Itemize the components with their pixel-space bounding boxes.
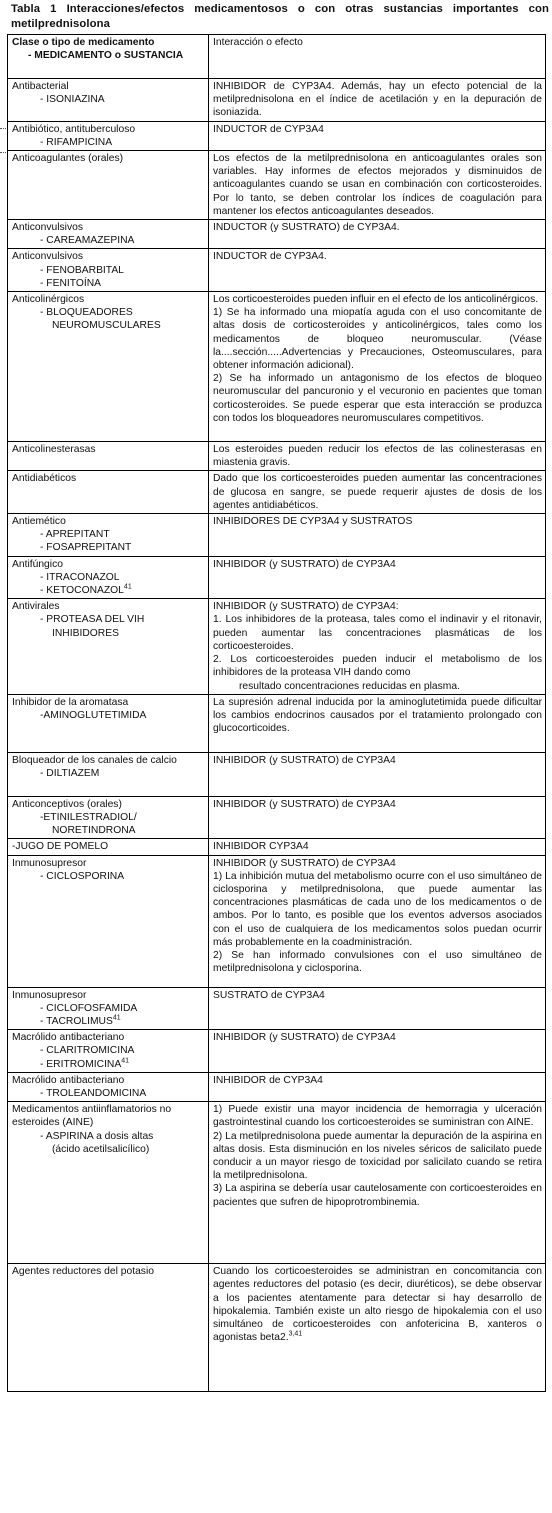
table-row <box>8 249 546 292</box>
drug-class: Antivirales <box>12 601 60 613</box>
drug-class: Macrólido antibacteriano <box>12 1074 125 1086</box>
drug-class-cell <box>8 1264 209 1392</box>
effect-text: INHIBIDOR (y SUSTRATO) de CYP3A4 <box>213 558 396 570</box>
drug-class: Agentes reductores del potasio <box>12 1266 154 1278</box>
effect-text: INHIBIDOR (y SUSTRATO) de CYP3A4 <box>213 754 396 766</box>
drug-class: Anticonvulsivos <box>12 251 83 263</box>
effect-paragraph <box>213 989 542 1002</box>
effect-text: INHIBIDORES DE CYP3A4 y SUSTRATOS <box>213 516 413 528</box>
drug-name: - CAREAMAZEPINA <box>40 235 135 247</box>
effect-paragraph <box>213 123 542 136</box>
table-row <box>8 694 546 752</box>
effect-cell <box>209 121 546 150</box>
drug-class-cell <box>8 471 209 514</box>
table-row <box>8 151 546 220</box>
effect-cell <box>209 752 546 796</box>
drug-name-secondary-text: NEUROMUSCULARES <box>52 320 161 332</box>
drug-name-secondary <box>12 277 205 290</box>
table-row <box>8 1102 546 1264</box>
table-row <box>8 1030 546 1073</box>
header-drug-label: - MEDICAMENTO o SUSTANCIA <box>28 50 184 62</box>
table-title: Tabla 1 Interacciones/efectos medicamentosos o con otras sustancias importantes con metilprednisolona <box>11 3 549 30</box>
effect-text: INHIBIDOR de CYP3A4. Además, hay un efecto potencial de la metilprednisolona en el índice de acetilación y en la depuración de isoniazida. <box>213 81 542 119</box>
drug-class: Antiemético <box>12 516 66 528</box>
effect-cell <box>209 442 546 471</box>
effect-text: Los corticoesteroides pueden influir en el efecto de los anticolinérgicos. <box>213 294 539 306</box>
table-row <box>8 292 546 442</box>
effect-paragraph <box>213 221 542 234</box>
effect-text: 1) Puede existir una mayor incidencia de hemorragia y ulceración gastrointestinal cuando los corticoesteroides se suministran con AINE. <box>213 1104 542 1129</box>
drug-class-cell <box>8 249 209 292</box>
table-header-row <box>8 35 546 79</box>
header-effect-label: Interacción o efecto <box>213 37 303 48</box>
drug-name: - FENOBARBITAL <box>40 264 124 276</box>
effect-text: La supresión adrenal inducida por la aminoglutetimida puede dificultar los cambios endocrinos causados por el tratamiento prolongado con glucocorticoides. <box>213 696 542 735</box>
effect-paragraph <box>213 613 542 653</box>
effect-paragraph <box>213 754 542 767</box>
effect-paragraph <box>213 1103 542 1129</box>
effect-paragraph <box>213 949 542 975</box>
table-row <box>8 556 546 599</box>
effect-text: INHIBIDOR de CYP3A4 <box>213 1074 323 1086</box>
drug-name: - PROTEASA DEL VIH <box>40 614 145 626</box>
drug-class-cell <box>8 796 209 839</box>
table-row <box>8 752 546 796</box>
drug-class: Anticonceptivos (orales) <box>12 798 122 810</box>
effect-paragraph <box>213 152 542 218</box>
table-row <box>8 514 546 557</box>
effect-paragraph <box>213 1182 542 1208</box>
effect-text: 3) La aspirina se debería usar cautelosamente con corticoesteroides en pacientes que sufren de hipoprotrombinemia. <box>213 1183 542 1208</box>
effect-text: 1) La inhibición mutua del metabolismo ocurre con el uso simultáneo de ciclosporina y metilprednisolona, que puede aumentar las concentraciones plasmáticas de cada uno de los medicamentos o de ambos. Por lo tanto, es posible que los eventos adversos asociados con el uso de cualquiera de los medicamentos solos puedan ocurrir más probablemente en la coadministración. <box>213 870 542 948</box>
effect-paragraph <box>213 293 542 306</box>
effect-text: resultado concentraciones reducidas en plasma. <box>239 680 460 692</box>
effect-paragraph <box>213 306 542 372</box>
effect-cell <box>209 694 546 752</box>
drug-name: - CICLOFOSFAMIDA <box>40 1002 138 1014</box>
drug-class-cell <box>8 1072 209 1101</box>
effect-paragraph <box>213 680 542 693</box>
effect-text: INDUCTOR de CYP3A4. <box>213 251 327 263</box>
drug-name: - RIFAMPICINA <box>40 136 113 148</box>
effect-cell <box>209 514 546 557</box>
effect-cell <box>209 292 546 442</box>
drug-class: Anticolinérgicos <box>12 294 85 306</box>
effect-paragraph <box>213 472 542 512</box>
effect-text: 1. Los inhibidores de la proteasa, tales como el indinavir y el ritonavir, pueden aumentar las concentraciones plasmáticas de los corticoesteroides. <box>213 614 542 652</box>
reference-superscript: 41 <box>112 1014 121 1022</box>
drug-name-secondary-text: - TACROLIMUS <box>40 1015 113 1027</box>
table-row <box>8 839 546 855</box>
drug-class-cell <box>8 1102 209 1264</box>
effect-text: INDUCTOR (y SUSTRATO) de CYP3A4. <box>213 222 400 234</box>
drug-class-cell <box>8 121 209 150</box>
table-row <box>8 121 546 150</box>
effect-text: 1) Se ha informado una miopatía aguda con el uso concomitante de altas dosis de corticosteroides y anticolinérgicos, tales como los medicamentos de bloqueo neuromuscular. (Véase la....sección.....Advertencias y Precauciones, Osteomusculares, para obtener información adicional). <box>213 307 542 372</box>
effect-paragraph <box>213 653 542 679</box>
drug-class: Inmunosupresor <box>12 989 87 1001</box>
drug-class-cell <box>8 599 209 694</box>
effect-text: INDUCTOR de CYP3A4 <box>213 123 324 135</box>
drug-class: Antifúngico <box>12 558 63 570</box>
table-row <box>8 220 546 249</box>
table-row <box>8 1264 546 1392</box>
interactions-table <box>7 34 546 1392</box>
margin-mark <box>0 128 6 129</box>
drug-name: - BLOQUEADORES <box>40 307 133 319</box>
drug-name-secondary <box>12 1015 205 1028</box>
drug-name: - ITRACONAZOL <box>40 571 120 583</box>
effect-cell <box>209 471 546 514</box>
effect-paragraph <box>213 840 542 853</box>
drug-class: Anticonvulsivos <box>12 222 83 234</box>
effect-text: 2. Los corticoesteroides pueden inducir el metabolismo de los inhibidores de la proteasa VIH dando como <box>213 654 542 679</box>
drug-class: Antidiabéticos <box>12 473 77 485</box>
effect-paragraph <box>213 600 542 613</box>
drug-name-secondary-text: - ERITROMICINA <box>40 1058 122 1070</box>
reference-superscript: 41 <box>121 1057 130 1065</box>
effect-text: Los esteroides pueden reducir los efectos de las colinesterasas en miastenia gravis. <box>213 444 542 469</box>
drug-class-cell <box>8 752 209 796</box>
drug-class-cell <box>8 839 209 855</box>
drug-class: -JUGO DE POMELO <box>12 841 109 853</box>
effect-text: INHIBIDOR (y SUSTRATO) de CYP3A4: <box>213 601 399 613</box>
drug-class-cell <box>8 292 209 442</box>
effect-paragraph <box>213 443 542 469</box>
header-class-label: Clase o tipo de medicamento <box>12 37 155 48</box>
drug-name: -ETINILESTRADIOL/ <box>40 811 137 823</box>
drug-class: Anticolinesterasas <box>12 444 96 456</box>
effect-text: 2) Se han informado convulsiones con el uso simultáneo de metilprednisolona y ciclosporina. <box>213 949 542 975</box>
drug-class: Macrólido antibacteriano <box>12 1032 125 1044</box>
effect-cell <box>209 599 546 694</box>
effect-paragraph <box>213 515 542 528</box>
drug-class: Bloqueador de los canales de calcio <box>12 754 177 766</box>
drug-class-cell <box>8 220 209 249</box>
drug-name-secondary <box>12 824 205 837</box>
drug-name-secondary-text: (ácido acetilsalicílico) <box>52 1143 150 1155</box>
drug-name: - DILTIAZEM <box>40 767 100 779</box>
effect-text: INHIBIDOR (y SUSTRATO) de CYP3A4 <box>213 798 396 810</box>
drug-name: - APREPITANT <box>40 529 110 541</box>
effect-text: 2) La metilprednisolona puede aumentar la depuración de la aspirina en altas dosis. Esta disminución en los niveles séricos de salicilato puede conducir a un mayor riesgo de toxicidad por salicilato cuando se retira la metilprednisolona. <box>213 1130 542 1182</box>
table-row <box>8 855 546 987</box>
effect-paragraph <box>213 798 542 811</box>
drug-class-cell <box>8 151 209 220</box>
drug-class: Inhibidor de la aromatasa <box>12 696 129 708</box>
drug-name: - TROLEANDOMICINA <box>40 1087 147 1099</box>
table-row <box>8 1072 546 1101</box>
effect-text: SUSTRATO de CYP3A4 <box>213 989 325 1001</box>
drug-name-secondary <box>12 1058 205 1071</box>
table-row <box>8 471 546 514</box>
effect-cell <box>209 556 546 599</box>
effect-cell <box>209 151 546 220</box>
effect-paragraph <box>213 696 542 736</box>
drug-name: - ISONIAZINA <box>40 94 105 106</box>
drug-class: Medicamentos antiinflamatorios no esteroides (AINE) <box>12 1104 172 1129</box>
effect-text: Los efectos de la metilprednisolona en anticoagulantes orales son variables. Hay informes de efectos mejorados y disminuidos de anticoagulantes cuando se usan en combinación con corticosteroides. Por lo tanto, se deben controlar los índices de coagulación para mantener los efectos anticoagulantes deseados. <box>213 153 542 217</box>
header-class-cell <box>8 35 209 79</box>
effect-text: INHIBIDOR CYP3A4 <box>213 841 309 853</box>
table-row <box>8 599 546 694</box>
drug-class-cell <box>8 79 209 122</box>
effect-paragraph <box>213 250 542 263</box>
effect-paragraph <box>213 372 542 425</box>
drug-name-secondary-text: - FENITOÍNA <box>40 277 102 289</box>
effect-cell <box>209 796 546 839</box>
drug-name-secondary <box>12 541 205 554</box>
drug-class-cell <box>8 514 209 557</box>
effect-cell <box>209 1102 546 1264</box>
drug-name: -AMINOGLUTETIMIDA <box>40 709 147 721</box>
effect-cell <box>209 855 546 987</box>
effect-paragraph <box>213 1130 542 1183</box>
effect-paragraph <box>213 80 542 120</box>
effect-text: INHIBIDOR (y SUSTRATO) de CYP3A4 <box>213 857 396 869</box>
drug-name: - CLARITROMICINA <box>40 1045 135 1057</box>
drug-class-cell <box>8 442 209 471</box>
effect-cell <box>209 79 546 122</box>
drug-class-cell <box>8 1030 209 1073</box>
drug-name-secondary-text: NORETINDRONA <box>52 825 136 837</box>
effect-text: Dado que los corticoesteroides pueden aumentar las concentraciones de glucosa en sangre, se puede requerir ajustes de dosis de los agentes antidiabéticos. <box>213 473 542 511</box>
effect-paragraph <box>213 1031 542 1044</box>
drug-name-secondary <box>12 627 205 640</box>
effect-text: INHIBIDOR (y SUSTRATO) de CYP3A4 <box>213 1032 396 1044</box>
header-effect-cell <box>209 35 546 79</box>
drug-class: Inmunosupresor <box>12 857 87 869</box>
drug-class-cell <box>8 694 209 752</box>
drug-name-secondary-text: - KETOCONAZOL <box>40 585 124 597</box>
effect-paragraph <box>213 857 542 870</box>
effect-cell <box>209 987 546 1030</box>
effect-cell <box>209 1030 546 1073</box>
margin-mark <box>0 152 6 153</box>
effect-paragraph <box>213 1265 542 1344</box>
effect-cell <box>209 249 546 292</box>
effect-paragraph <box>213 558 542 571</box>
drug-class: Antibacterial <box>12 81 69 92</box>
effect-cell <box>209 1072 546 1101</box>
effect-cell <box>209 1264 546 1392</box>
drug-name: - CICLOSPORINA <box>40 870 125 882</box>
drug-name-secondary-text: INHIBIDORES <box>52 627 119 639</box>
drug-class-cell <box>8 556 209 599</box>
effect-paragraph <box>213 870 542 949</box>
effect-cell <box>209 220 546 249</box>
reference-superscript: 3,41 <box>288 1330 303 1338</box>
drug-name: - ASPIRINA a dosis altas <box>40 1130 154 1142</box>
drug-name-secondary-text: - FOSAPREPITANT <box>40 542 132 554</box>
drug-name-secondary <box>12 319 205 332</box>
drug-name-secondary <box>12 584 205 597</box>
drug-name-secondary <box>12 1143 205 1156</box>
table-row <box>8 79 546 122</box>
drug-class: Antibiótico, antituberculoso <box>12 123 136 135</box>
effect-text: 2) Se ha informado un antagonismo de los efectos de bloqueo neuromuscular del pancuronio y el vecuronio en pacientes que toman corticosteroides. Se puede esperar que esta interacción se produzca con todos los bloqueadores neuromusculares competitivos. <box>213 373 542 424</box>
drug-class-cell <box>8 855 209 987</box>
table-row <box>8 987 546 1030</box>
table-row <box>8 796 546 839</box>
effect-cell <box>209 839 546 855</box>
effect-text: Cuando los corticoesteroides se administran en concomitancia con agentes reductores del potasio (es decir, diuréticos), se debe observar a los pacientes atentamente para detectar si hay desarrollo de hipokalemia. También existe un alto riesgo de hipokalemia con el uso simultáneo de corticoesteroides con anfotericina B, xanteros o agonistas beta2. <box>213 1266 542 1344</box>
drug-class-cell <box>8 987 209 1030</box>
reference-superscript: 41 <box>123 583 132 591</box>
effect-paragraph <box>213 1074 542 1087</box>
table-row <box>8 442 546 471</box>
drug-class: Anticoagulantes (orales) <box>12 153 124 165</box>
